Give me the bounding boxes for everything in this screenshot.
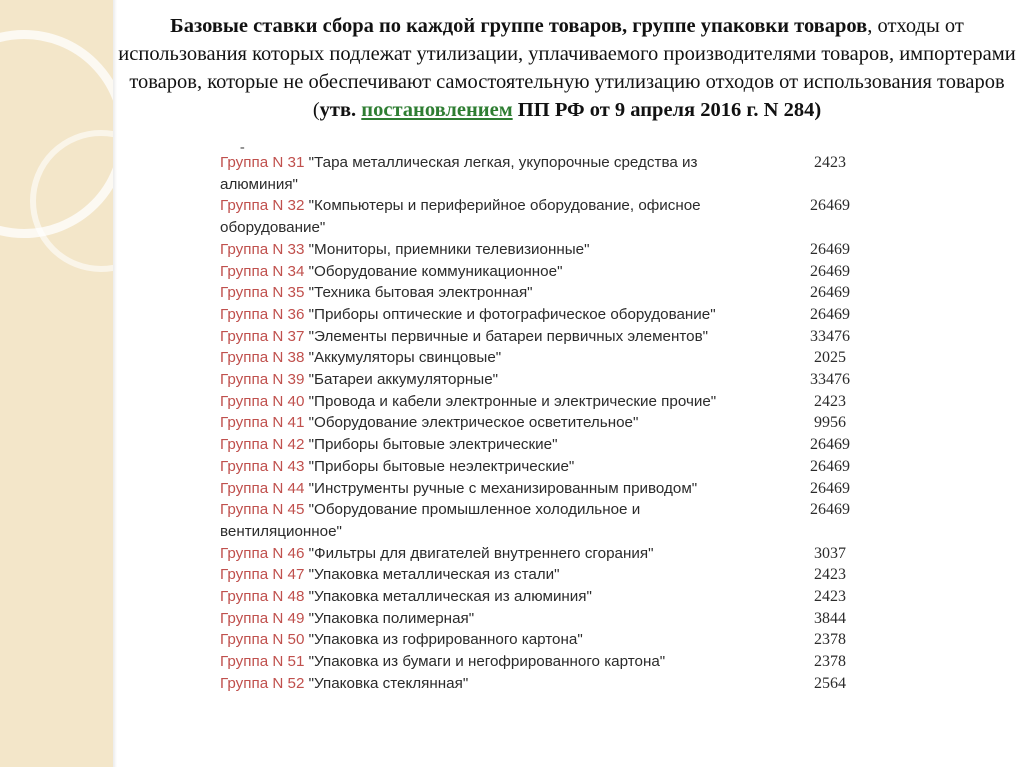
dash-mark: - — [240, 140, 245, 155]
row-label — [220, 651, 740, 673]
row-label — [220, 347, 740, 369]
table-row — [220, 434, 880, 456]
group-number: Группа N 46 — [220, 544, 305, 562]
table-row — [220, 412, 880, 434]
rate-value: 2423 — [814, 566, 846, 584]
group-number: Группа N 47 — [220, 566, 305, 584]
row-label — [220, 434, 740, 456]
rate-value: 26469 — [810, 284, 850, 302]
group-number: Группа N 42 — [220, 436, 305, 454]
table-row — [220, 543, 880, 565]
group-name: "Упаковка из гофрированного картона" — [304, 631, 583, 649]
rate-value: 2423 — [814, 154, 846, 171]
group-name: "Упаковка из бумаги и негофрированного картона" — [304, 653, 666, 671]
row-label — [220, 456, 740, 478]
table-row — [220, 499, 880, 542]
group-name: "Мониторы, приемники телевизионные" — [304, 240, 590, 258]
table-row — [220, 478, 880, 500]
row-label — [220, 564, 740, 586]
rate-value: 26469 — [810, 501, 850, 519]
row-label — [220, 543, 740, 565]
resolution-link[interactable]: постановлением — [361, 99, 513, 121]
group-number: Группа N 39 — [220, 371, 305, 389]
rate-value: 2378 — [814, 653, 846, 671]
rate-value: 2564 — [814, 674, 846, 692]
row-label — [220, 369, 740, 391]
rate-value: 3037 — [814, 544, 846, 562]
title-bold-utv: утв. — [319, 99, 357, 121]
group-number: Группа N 32 — [220, 197, 305, 215]
title-text: , отходы от использования которых подлежат утилизации, уплачиваемого производителями товаров, импортерами товаров, которые не обеспечивают самостоятельную утилизацию отходов от использования товаров ( — [118, 15, 1016, 121]
table-row — [220, 239, 880, 261]
row-label — [220, 239, 740, 261]
rate-value: 2423 — [814, 588, 846, 606]
row-label — [220, 195, 740, 238]
rate-value: 26469 — [810, 457, 850, 475]
table-row — [220, 369, 880, 391]
rate-value: 2025 — [814, 349, 846, 367]
group-name: "Упаковка стеклянная" — [304, 674, 469, 692]
group-number: Группа N 51 — [220, 653, 305, 671]
group-name: "Упаковка металлическая из стали" — [304, 566, 560, 584]
group-number: Группа N 48 — [220, 588, 305, 606]
group-name: "Оборудование промышленное холодильное и вентиляционное" — [220, 501, 641, 540]
group-number: Группа N 37 — [220, 327, 305, 345]
rate-value: 2423 — [814, 392, 846, 410]
row-label — [220, 152, 740, 195]
row-label — [220, 499, 740, 542]
table-row — [220, 456, 880, 478]
group-number: Группа N 31 — [220, 154, 305, 171]
group-number: Группа N 50 — [220, 631, 305, 649]
rate-value: 26469 — [810, 305, 850, 323]
group-name: "Инструменты ручные с механизированным приводом" — [304, 479, 698, 497]
group-name: "Оборудование электрическое осветительное" — [304, 414, 639, 432]
group-name: "Фильтры для двигателей внутреннего сгорания" — [304, 544, 654, 562]
group-number: Группа N 44 — [220, 479, 305, 497]
row-label — [220, 391, 740, 413]
group-number: Группа N 41 — [220, 414, 305, 432]
row-label — [220, 412, 740, 434]
table-row — [220, 564, 880, 586]
group-name: "Упаковка полимерная" — [304, 609, 475, 627]
row-label — [220, 282, 740, 304]
group-name: "Аккумуляторы свинцовые" — [304, 349, 502, 367]
row-label — [220, 586, 740, 608]
group-name: "Приборы бытовые неэлектрические" — [304, 457, 575, 475]
table-row — [220, 347, 880, 369]
table-row — [220, 651, 880, 673]
row-label — [220, 629, 740, 651]
group-name: "Техника бытовая электронная" — [304, 284, 533, 302]
group-name: "Упаковка металлическая из алюминия" — [304, 588, 592, 606]
row-label — [220, 261, 740, 283]
rate-value: 26469 — [810, 197, 850, 215]
table-row — [220, 673, 880, 695]
table-row — [220, 195, 880, 238]
group-number: Группа N 43 — [220, 457, 305, 475]
rate-value: 3844 — [814, 609, 846, 627]
table-row — [220, 391, 880, 413]
group-number: Группа N 33 — [220, 240, 305, 258]
row-label — [220, 608, 740, 630]
table-row — [220, 608, 880, 630]
slide-title — [117, 12, 1017, 124]
table-row — [220, 282, 880, 304]
group-name: "Приборы оптические и фотографическое оборудование" — [304, 305, 716, 323]
rate-value: 33476 — [810, 327, 850, 345]
row-label — [220, 304, 740, 326]
table-row — [220, 629, 880, 651]
row-label — [220, 478, 740, 500]
group-number: Группа N 35 — [220, 284, 305, 302]
group-name: "Провода и кабели электронные и электрические прочие" — [304, 392, 717, 410]
group-number: Группа N 40 — [220, 392, 305, 410]
group-number: Группа N 36 — [220, 305, 305, 323]
rate-value: 26469 — [810, 262, 850, 280]
rate-value: 26469 — [810, 436, 850, 454]
group-name: "Компьютеры и периферийное оборудование, офисное оборудование" — [220, 197, 701, 237]
group-number: Группа N 45 — [220, 501, 305, 519]
rate-value: 26469 — [810, 479, 850, 497]
title-bold-end: ПП РФ от 9 апреля 2016 г. N 284) — [517, 99, 822, 121]
rate-value: 2378 — [814, 631, 846, 649]
rate-value: 33476 — [810, 371, 850, 389]
group-name: "Батареи аккумуляторные" — [304, 371, 499, 389]
table-row — [220, 261, 880, 283]
decorative-side-band — [0, 0, 113, 767]
table-row — [220, 586, 880, 608]
group-number: Группа N 49 — [220, 609, 305, 627]
table-row — [220, 152, 880, 195]
table-row — [220, 304, 880, 326]
rates-table — [220, 152, 880, 695]
group-number: Группа N 38 — [220, 349, 305, 367]
rate-value: 9956 — [814, 414, 846, 432]
row-label — [220, 673, 740, 695]
group-name: "Оборудование коммуникационное" — [304, 262, 563, 280]
row-label — [220, 326, 740, 348]
rate-value: 26469 — [810, 240, 850, 258]
group-name: "Тара металлическая легкая, укупорочные средства из алюминия" — [220, 154, 698, 193]
group-name: "Приборы бытовые электрические" — [304, 436, 558, 454]
group-number: Группа N 34 — [220, 262, 305, 280]
group-number: Группа N 52 — [220, 674, 305, 692]
title-bold-start: Базовые ставки сбора по каждой группе товаров, группе упаковки товаров — [170, 15, 868, 37]
group-name: "Элементы первичные и батареи первичных элементов" — [304, 327, 709, 345]
table-row — [220, 326, 880, 348]
